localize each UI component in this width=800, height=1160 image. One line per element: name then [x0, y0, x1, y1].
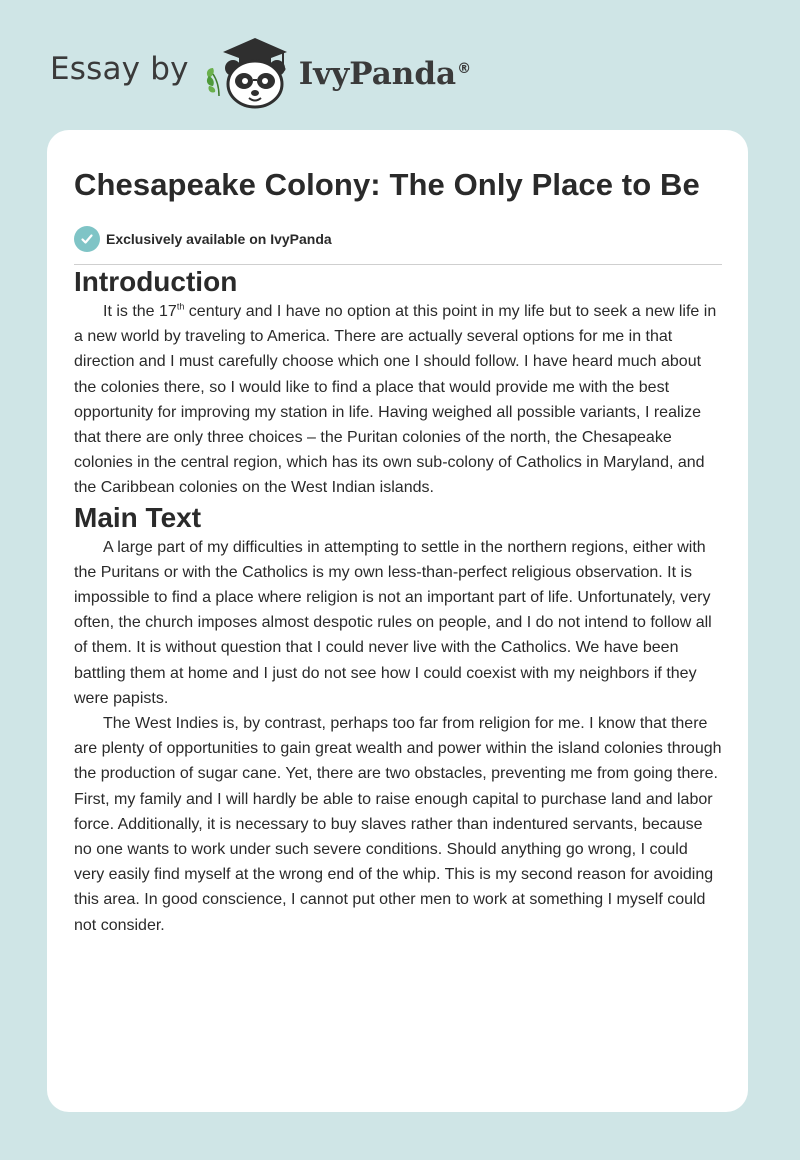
exclusive-badge [74, 225, 722, 253]
registered-mark: ® [457, 60, 472, 77]
introduction-paragraph [74, 299, 722, 501]
brand-name [299, 56, 471, 92]
paragraph-text: century and I have no option at this point in my life but to seek a new life in a new world by traveling to America. There are actually several options for me in that direction and I must carefully choose which one I should follow. I have heard much about the colonies there, so I would like to find a place that would provide me with the best opportunity for improving my station in life. Having weighed all possible variants, I realize that there are only three choices – the Puritan colonies of the north, the Chesapeake colonies in the central region, which has its own sub-colony of Catholics in Maryland, and the Caribbean colonies on the West Indian islands. [74, 303, 717, 497]
ordinal-suffix: th [176, 301, 185, 312]
panda-icon [203, 34, 295, 110]
badge-label: Exclusively available on IvyPanda [106, 231, 332, 247]
site-header [50, 34, 471, 110]
main-text-paragraph-2: The West Indies is, by contrast, perhaps too far from religion for me. I know that there are plenty of opportunities to gain great wealth and power within the island colonies through the production of sugar cane. Yet, there are two obstacles, preventing me from going there. First, my family and I will hardly be able to raise enough capital to purchase land and labor force. Additionally, it is necessary to buy slaves rather than indentured servants, because no one wants to work under such severe conditions. Should anything go wrong, I could very easily find myself at the wrong end of the whip. This is my second reason for avoiding this area. In good conscience, I cannot put other men to work at something I myself could not consider. [74, 715, 722, 934]
section-heading-main-text: Main Text [74, 501, 202, 533]
essay-by-label: Essay by [50, 51, 189, 87]
main-text-paragraph-1: A large part of my difficulties in attempting to settle in the northern regions, either with the Puritans or with the Catholics is my own less-than-perfect religious observation. It is impossible to find a place where religion is not an important part of life. Unfortunately, very often, the church imposes almost despotic rules on people, and I do not intend to follow all of them. It is without question that I could never live with the Catholics. We have been battling them at home and I just do not see how I could coexist with my neighbors if they were papists. [74, 538, 712, 707]
brand-name-text: IvyPanda [298, 56, 457, 92]
essay-card [47, 130, 748, 1112]
paragraph-text: It is the 17 [103, 303, 177, 320]
ivypanda-logo-icon[interactable] [203, 34, 295, 110]
essay-title: Chesapeake Colony: The Only Place to Be [74, 167, 700, 202]
section-heading-introduction: Introduction [74, 266, 238, 297]
check-circle-icon [74, 226, 100, 252]
checkmark-icon [80, 232, 94, 246]
